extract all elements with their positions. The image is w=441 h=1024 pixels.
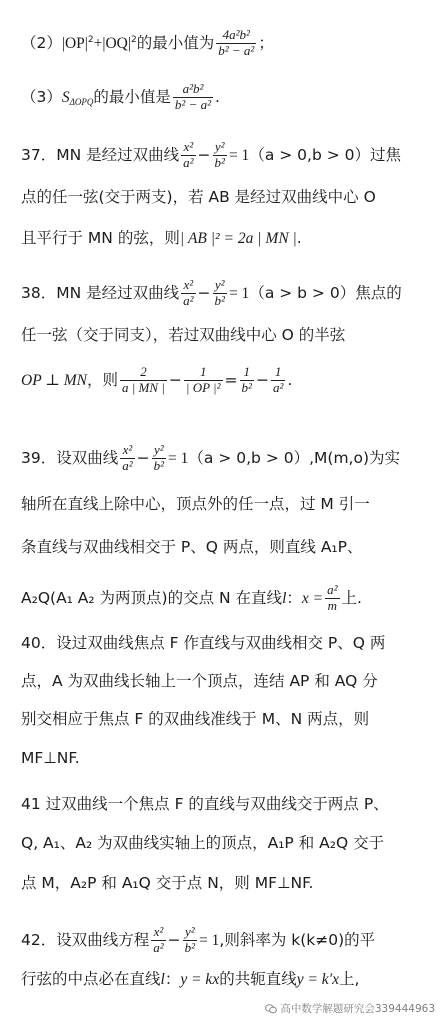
item-39-line-3: 条直线与双曲线相交于 P、Q 两点，则直线 A₁P、: [21, 538, 363, 556]
fraction: [325, 583, 339, 614]
item-40-line-3: 别交相应于焦点 F 的双曲线准线于 M、N 两点，则: [21, 710, 370, 728]
item-42-line-2: [21, 972, 359, 988]
fraction: [184, 365, 223, 396]
denominator: a²: [183, 154, 194, 170]
text: 的最小值是: [93, 87, 171, 106]
minus: −: [136, 448, 150, 467]
equals-one: = 1: [199, 931, 220, 949]
denominator: b²: [184, 939, 196, 955]
fraction: [213, 140, 227, 171]
item-41-line-3: 点 M，A₂P 和 A₁Q 交于点 N，则 MF⊥NF.: [21, 874, 314, 892]
text: （a > 0,b > 0）过焦: [249, 145, 401, 164]
math-expression: y = kx: [180, 971, 220, 988]
item-37-line-1: [21, 140, 401, 171]
numerator: x²: [120, 443, 134, 459]
text: 且平行于 MN 的弦，则: [21, 229, 180, 247]
item-number: （2）: [21, 33, 62, 52]
minus: −: [167, 930, 181, 949]
punct: .: [296, 229, 302, 247]
fraction: [213, 278, 227, 309]
fraction: [181, 140, 195, 171]
item-number: （3）: [21, 87, 62, 106]
equals: =: [224, 370, 238, 389]
item-37-line-3: [21, 231, 302, 247]
numerator: 1: [271, 365, 285, 381]
fraction: [152, 443, 166, 474]
fraction: [120, 365, 167, 396]
numerator: 1: [184, 365, 223, 381]
denominator: a²: [183, 292, 194, 308]
math-s: S: [61, 88, 70, 106]
item-40-line-4: MF⊥NF.: [21, 749, 80, 767]
line-2-min-sum: [21, 28, 274, 59]
denominator: a²: [122, 457, 133, 473]
fraction: [240, 365, 254, 396]
math-op: |OP|: [61, 34, 88, 52]
math-expression: OP ⊥ MN: [21, 371, 87, 389]
exp-2: 2: [87, 34, 94, 45]
text: 上,: [338, 970, 360, 988]
item-39-line-2: 轴所在直线上除中心，顶点外的任一点，过 M 引一: [21, 495, 370, 513]
text: ，则: [86, 370, 118, 389]
numerator: y²: [213, 278, 227, 294]
numerator: x²: [181, 140, 195, 156]
denominator: | OP |²: [185, 379, 221, 395]
numerator: 1: [240, 365, 254, 381]
denominator: b²: [214, 292, 225, 308]
math-l: l: [282, 589, 287, 607]
numerator: 4a²b²: [216, 28, 256, 44]
line-3-min-area: [21, 82, 220, 113]
item-37-line-2: 点的任一弦(交于两支)，若 AB 是经过双曲线中心 O: [21, 188, 376, 206]
numerator: 2: [120, 365, 167, 381]
watermark: [265, 1001, 435, 1016]
punct: .: [287, 370, 293, 389]
item-41-line-2: Q, A₁、A₂ 为双曲线实轴上的顶点，A₁P 和 A₂Q 交于: [21, 834, 385, 852]
math-l: l: [160, 971, 165, 988]
item-39-line-1: [21, 443, 400, 474]
fraction: [181, 278, 195, 309]
equals-one: = 1: [228, 284, 250, 302]
item-38-line-2: 任一弦（交于同支），若过双曲线中心 O 的半弦: [21, 326, 346, 344]
minus: −: [197, 283, 211, 302]
item-38-line-3: [21, 365, 292, 396]
equals-one: = 1: [228, 146, 250, 164]
numerator: y²: [183, 925, 197, 941]
minus: −: [168, 370, 182, 389]
minus: −: [197, 145, 211, 164]
fraction: [183, 925, 197, 956]
equals-one: = 1: [168, 449, 189, 467]
text: 42．设双曲线方程: [21, 930, 150, 949]
wechat-icon: [265, 1004, 277, 1014]
numerator: x²: [151, 925, 165, 941]
denominator: b²: [241, 379, 252, 395]
minus: −: [255, 370, 269, 389]
item-40-line-1: 40．设过双曲线焦点 F 作直线与双曲线相交 P、Q 两: [21, 634, 386, 652]
fraction: [173, 82, 213, 113]
math-oq: +|OQ|: [93, 34, 131, 52]
punct: ：: [164, 970, 181, 988]
text: 的最小值为: [136, 33, 215, 52]
text: 的共轭直线: [219, 970, 297, 988]
text: 上.: [341, 588, 362, 607]
punct: .: [215, 87, 220, 106]
denominator: m: [327, 597, 337, 613]
text: 39．设双曲线: [21, 448, 119, 467]
punct: ：: [286, 588, 302, 607]
item-40-line-2: 点，A 为双曲线长轴上一个顶点，连结 AP 和 AQ 分: [21, 672, 378, 690]
denominator: b²: [214, 154, 225, 170]
numerator: y²: [152, 443, 166, 459]
text: 37．MN 是经过双曲线: [21, 145, 180, 164]
math-x-equals: x =: [301, 589, 324, 607]
text: 行弦的中点必在直线: [21, 970, 161, 988]
fraction: [151, 925, 165, 956]
math-expression: y = k′x: [296, 971, 339, 988]
fraction: [271, 365, 285, 396]
denominator: b² − a²: [174, 96, 211, 112]
math-expression: | AB |² = 2a | MN |: [179, 230, 297, 247]
numerator: a²b²: [173, 82, 213, 98]
denominator: b² − a²: [218, 42, 255, 58]
text: ,则斜率为 k(k≠0)的平: [219, 930, 376, 949]
numerator: y²: [213, 140, 227, 156]
numerator: a²: [327, 582, 338, 597]
item-38-line-1: [21, 278, 402, 309]
item-39-line-4: [21, 583, 362, 614]
text: 38．MN 是经过双曲线: [21, 283, 180, 302]
fraction: [216, 28, 256, 59]
item-41-line-1: 41 过双曲线一个焦点 F 的直线与双曲线交于两点 P、: [21, 795, 389, 813]
punct: ；: [258, 33, 274, 52]
exp-2: 2: [130, 34, 137, 45]
text: （a > b > 0）焦点的: [249, 283, 402, 302]
text: （a > 0,b > 0）,M(m,o)为实: [188, 448, 400, 467]
fraction: [120, 443, 134, 474]
denominator: a²: [153, 939, 164, 955]
watermark-text: 高中数学解题研究会339444963: [280, 1003, 435, 1015]
numerator: x²: [181, 278, 195, 294]
denominator: b²: [153, 457, 165, 473]
text: A₂Q(A₁ A₂ 为两顶点)的交点 N 在直线: [21, 588, 283, 607]
item-42-line-1: [21, 925, 375, 956]
subscript: ΔOPQ: [69, 96, 94, 107]
denominator: a | MN |: [121, 379, 165, 395]
denominator: a²: [272, 379, 284, 395]
